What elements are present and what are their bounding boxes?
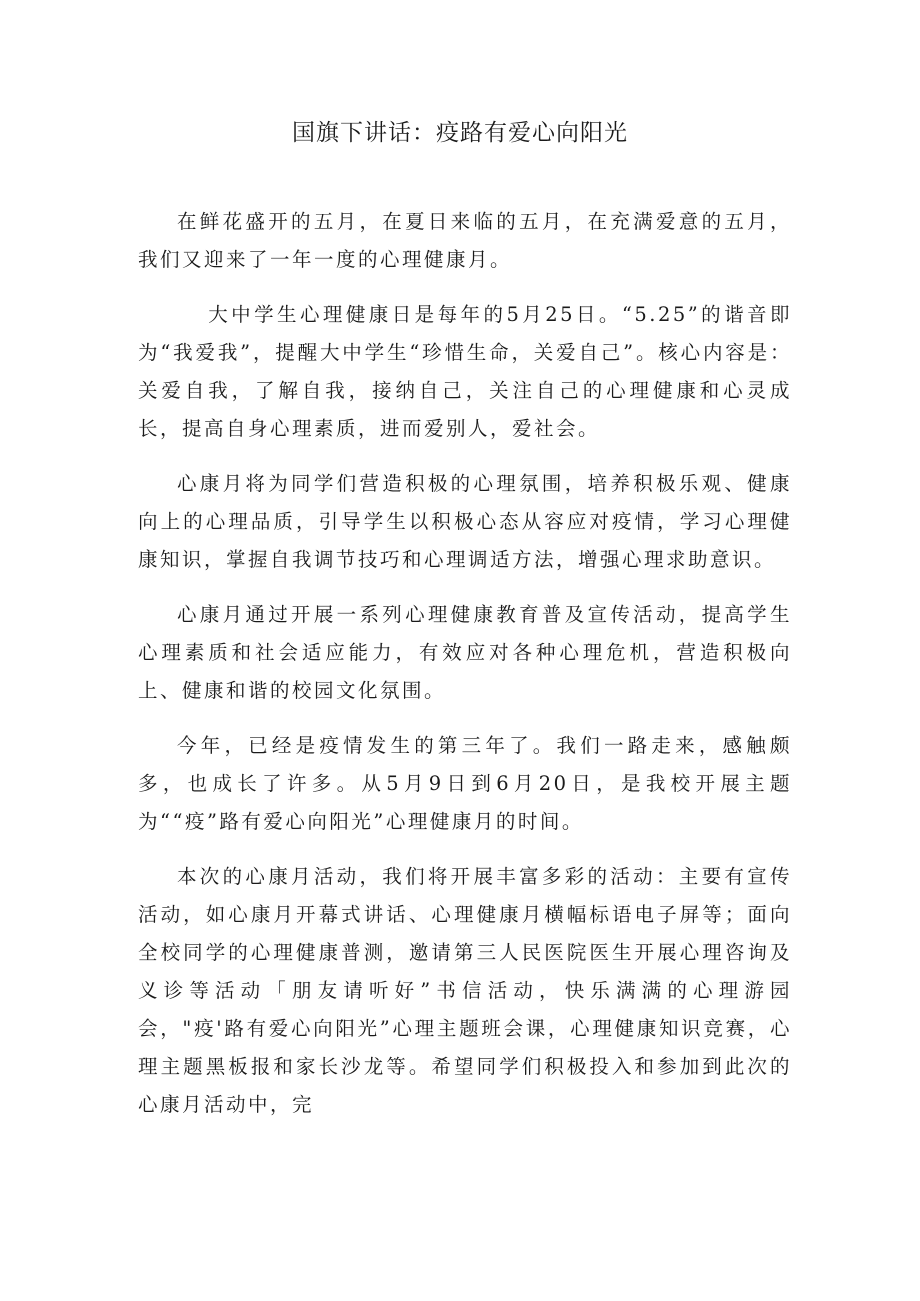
page-title: 国旗下讲话：疫路有爱心向阳光: [292, 120, 628, 146]
paragraph-5: 今年，已经是疫情发生的第三年了。我们一路走来，感触颇多，也成长了许多。从5月9日到6月20日，是我校开展主题为““疫”路有爱心向阳光”心理健康月的时间。: [138, 734, 792, 833]
paragraph-3: 心康月将为同学们营造积极的心理氛围，培养积极乐观、健康向上的心理品质，引导学生以积极心态从容应对疫情，学习心理健康知识，掌握自我调节技巧和心理调适方法，增强心理求助意识。: [138, 472, 792, 571]
paragraph-6: 本次的心康月活动，我们将开展丰富多彩的活动：主要有宣传活动，如心康月开幕式讲话、心理健康月横幅标语电子屏等；面向全校同学的心理健康普测，邀请第三人民医院医生开展心理咨询及义诊等活动「朋友请听好”书信活动，快乐满满的心理游园会，"疫'路有爱心向阳光”心理主题班会课，心理健康知识竞赛，心理主题黑板报和家长沙龙等。希望同学们积极投入和参加到此次的心康月活动中，完: [138, 865, 792, 1116]
paragraph-4: 心康月通过开展一系列心理健康教育普及宣传活动，提高学生心理素质和社会适应能力，有效应对各种心理危机，营造积极向上、健康和谐的校园文化氛围。: [138, 603, 792, 702]
paragraph-2: 大中学生心理健康日是每年的5月25日。“5.25”的谐音即为“我爱我”，提醒大中学生“珍惜生命，关爱自己”。核心内容是：关爱自我，了解自我，接纳自己，关注自己的心理健康和心灵成长，提高自身心理素质，进而爱别人，爱社会。: [138, 303, 792, 440]
document-body: [138, 203, 792, 1141]
paragraph-1: 在鲜花盛开的五月，在夏日来临的五月，在充满爱意的五月，我们又迎来了一年一度的心理健康月。: [138, 210, 792, 271]
